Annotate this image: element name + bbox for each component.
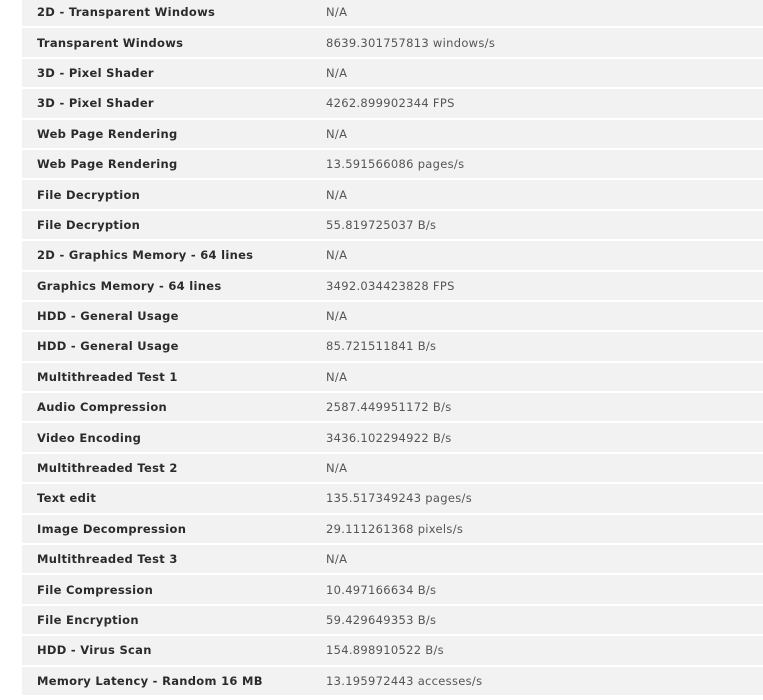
metric-name: 2D - Transparent Windows: [37, 5, 216, 20]
metric-value: N/A: [326, 461, 348, 476]
metric-value: 13.195972443 accesses/s: [326, 673, 483, 688]
table-row: [22, 515, 763, 543]
table-row: [22, 89, 763, 117]
metric-value: 8639.301757813 windows/s: [326, 35, 496, 50]
metric-name: Video Encoding: [37, 430, 142, 445]
metric-value: 55.819725037 B/s: [326, 217, 437, 232]
metric-value: 13.591566086 pages/s: [326, 157, 465, 172]
table-row: [22, 332, 763, 360]
metric-name: HDD - General Usage: [37, 339, 179, 354]
metric-name: 3D - Pixel Shader: [37, 65, 154, 80]
metric-value: 2587.449951172 B/s: [326, 400, 452, 415]
metric-name: File Decryption: [37, 187, 141, 202]
metric-value: 135.517349243 pages/s: [326, 491, 472, 506]
metric-value: 10.497166634 B/s: [326, 582, 437, 597]
benchmark-results-table: [22, 0, 763, 697]
metric-name: Web Page Rendering: [37, 126, 178, 141]
metric-name: Transparent Windows: [37, 35, 184, 50]
metric-value: N/A: [326, 309, 348, 324]
metric-value: N/A: [326, 369, 348, 384]
metric-name: File Compression: [37, 582, 154, 597]
table-row: [22, 606, 763, 634]
metric-value: 85.721511841 B/s: [326, 339, 437, 354]
table-row: [22, 211, 763, 239]
metric-value: N/A: [326, 187, 348, 202]
metric-name: File Decryption: [37, 217, 141, 232]
table-row: [22, 363, 763, 391]
table-row: [22, 28, 763, 56]
table-row: [22, 302, 763, 330]
table-row: [22, 272, 763, 300]
metric-value: 4262.899902344 FPS: [326, 96, 455, 111]
table-row: [22, 636, 763, 664]
metric-name: Memory Latency - Random 16 MB: [37, 673, 263, 688]
metric-value: 154.898910522 B/s: [326, 643, 444, 658]
metric-name: File Encryption: [37, 613, 139, 627]
table-row: [22, 0, 763, 26]
table-row: [22, 667, 763, 695]
metric-name: Multithreaded Test 3: [37, 552, 178, 567]
metric-value: 59.429649353 B/s: [326, 613, 437, 627]
table-row: [22, 545, 763, 573]
metric-name: HDD - Virus Scan: [37, 643, 152, 658]
metric-name: Multithreaded Test 1: [37, 369, 178, 384]
metric-value: N/A: [326, 65, 348, 80]
table-row: [22, 180, 763, 208]
table-row: [22, 575, 763, 603]
metric-value: N/A: [326, 248, 348, 263]
metric-value: N/A: [326, 5, 348, 20]
table-row: [22, 120, 763, 148]
metric-name: Audio Compression: [37, 400, 168, 415]
table-row: [22, 150, 763, 178]
metric-name: Web Page Rendering: [37, 157, 178, 172]
metric-name: Text edit: [37, 491, 97, 506]
table-row: [22, 59, 763, 87]
metric-name: Multithreaded Test 2: [37, 461, 178, 476]
table-row: [22, 484, 763, 512]
metric-value: 29.111261368 pixels/s: [326, 521, 464, 536]
metric-value: N/A: [326, 552, 348, 567]
metric-name: Image Decompression: [37, 521, 187, 536]
table-row: [22, 241, 763, 269]
table-row: [22, 454, 763, 482]
metric-name: HDD - General Usage: [37, 309, 179, 324]
metric-name: Graphics Memory - 64 lines: [37, 278, 222, 293]
metric-value: 3492.034423828 FPS: [326, 278, 455, 293]
table-row: [22, 393, 763, 421]
metric-value: N/A: [326, 126, 348, 141]
metric-value: 3436.102294922 B/s: [326, 430, 452, 445]
metric-name: 3D - Pixel Shader: [37, 96, 154, 111]
metric-name: 2D - Graphics Memory - 64 lines: [37, 248, 254, 263]
table-row: [22, 423, 763, 451]
